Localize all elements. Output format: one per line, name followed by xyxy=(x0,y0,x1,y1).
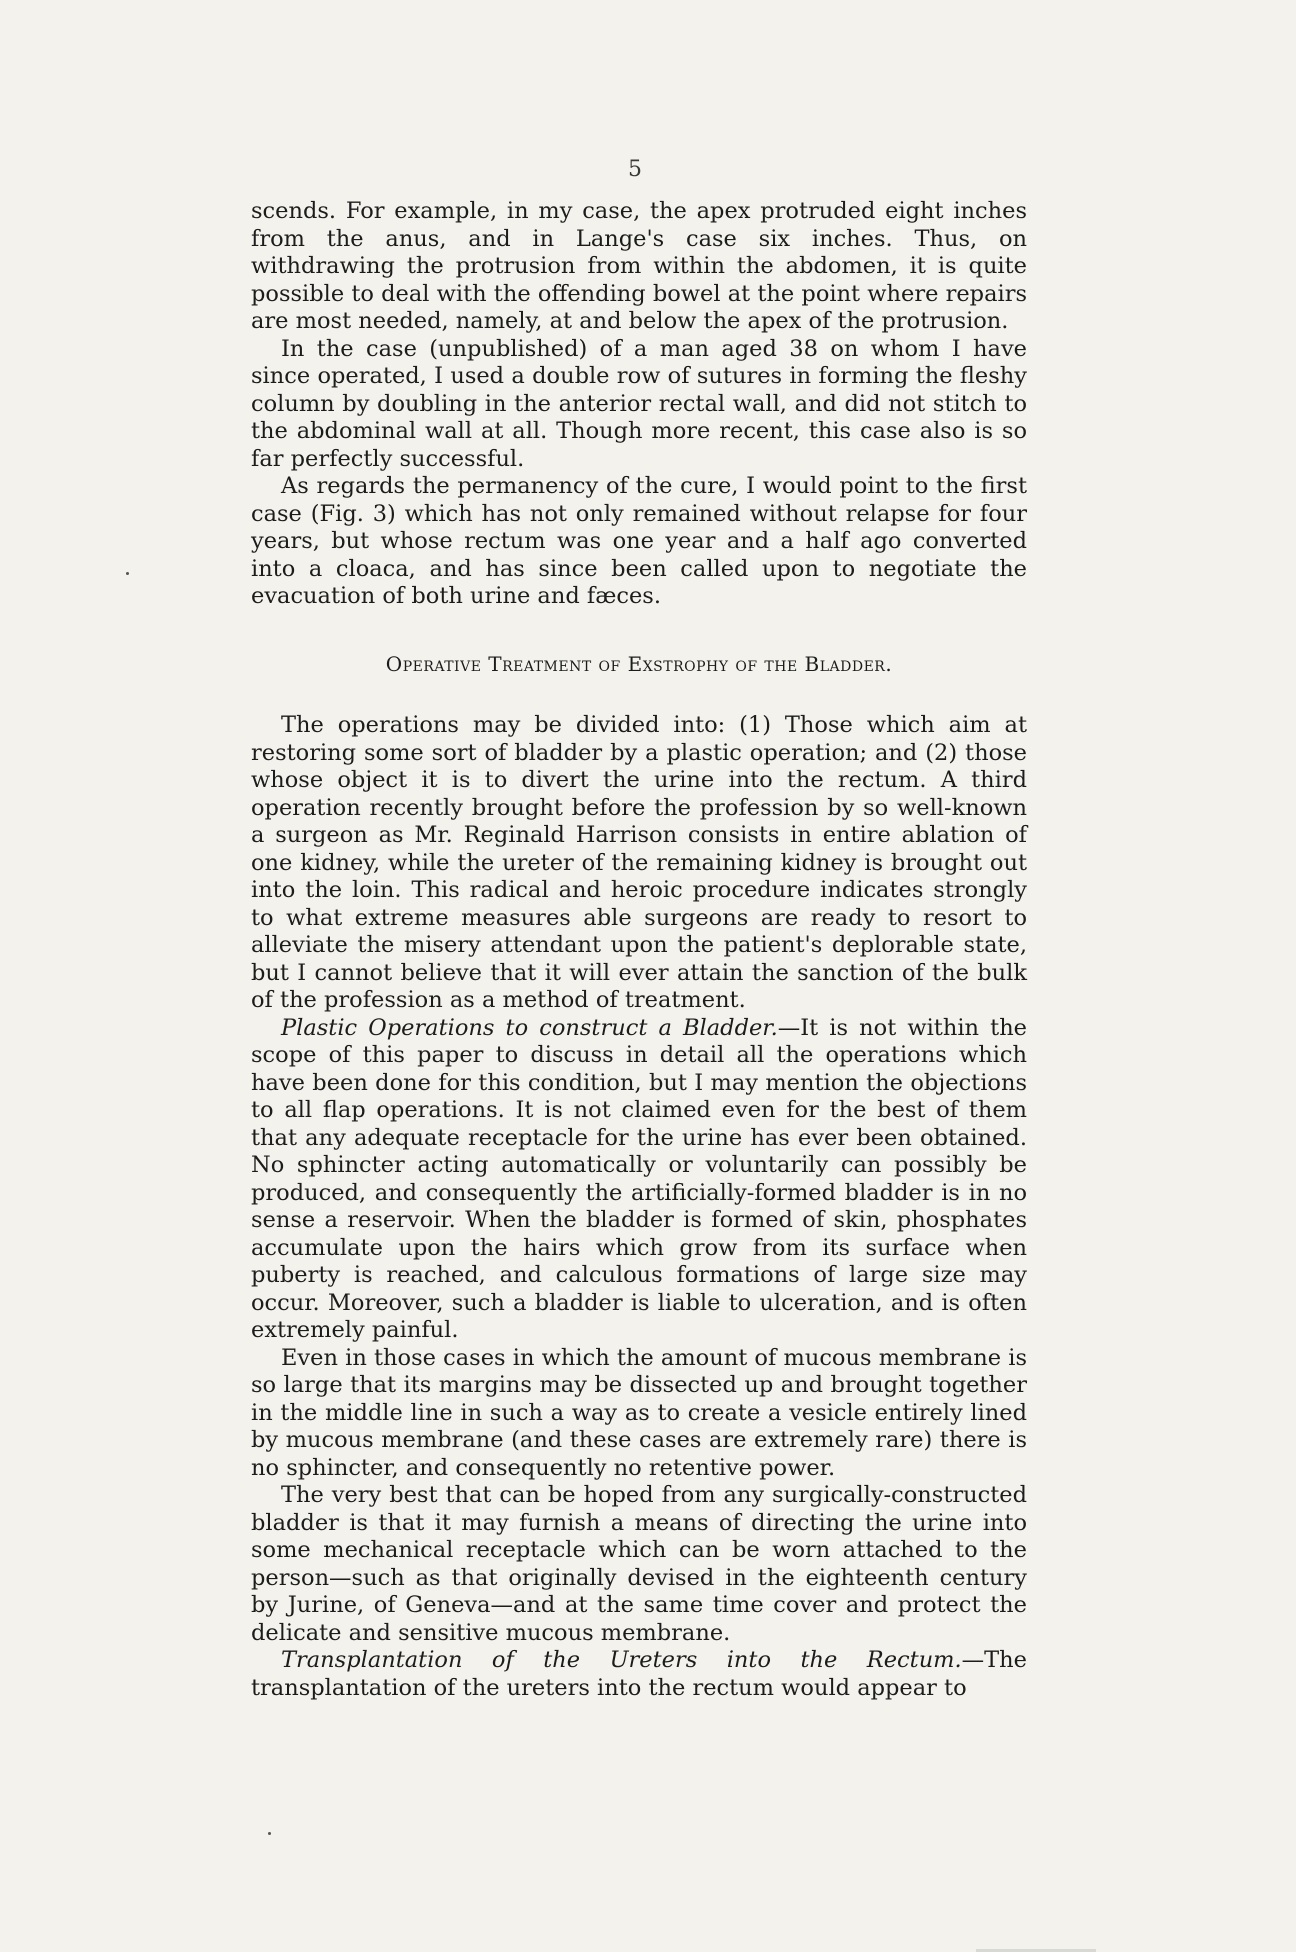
paragraph-plastic-operations xyxy=(251,1015,1027,1345)
body-text xyxy=(251,198,1027,1702)
paragraph-transplantation xyxy=(251,1647,1027,1702)
paragraph-permanency: As regards the permanency of the cure, I would point to the first case (Fig. 3) which has not only remained without relapse for four years, but whose rectum was one year and a half ago converted into a cloaca, and has since been called upon to negotiate the evacuation of both urine and fæces. xyxy=(251,473,1027,609)
paragraph-continuation: scends. For example, in my case, the apex protruded eight inches from the anus, and in Lange's case six inches. Thus, on withdrawing the protrusion from within the abdomen, it is quite possible to deal with the offending bowel at the point where repairs are most needed, namely, at and below the apex of the protrusion. xyxy=(251,198,1027,334)
page-corner-mark xyxy=(976,1909,1096,1952)
paragraph-operations-intro: The operations may be divided into: (1) Those which aim at restoring some sort of bladder by a plastic operation; and (2) those whose object it is to divert the urine into the rectum. A third operation recently brought before the profession by so well-known a surgeon as Mr. Reginald Harrison consists in entire ablation of one kidney, while the ureter of the remaining kidney is brought out into the loin. This radical and heroic procedure indicates strongly to what extreme measures able surgeons are ready to resort to alleviate the misery attendant upon the patient's deplorable state, but I cannot believe that it will ever attain the sanction of the bulk of the profession as a method of treatment. xyxy=(251,712,1027,1013)
paragraph-unpublished-case: In the case (unpublished) of a man aged 38 on whom I have since operated, I used a double row of sutures in forming the fleshy column by doubling in the anterior rectal wall, and did not stitch to the abdominal wall at all. Though more recent, this case also is so far perfectly successful. xyxy=(251,335,1027,472)
runin-transplantation: Transplantation of the Ureters into the Rectum. xyxy=(281,1647,962,1673)
plastic-operations-text: —It is not within the scope of this paper to discuss in detail all the operations which have been done for this condition, but I may mention the objections to all flap operations. It is not claimed even for the best of them that any adequate receptacle for the urine has ever been obtained. No sphincter acting automatically or voluntarily can possibly be produced, and consequently the artificially-formed bladder is in no sense a reservoir. When the bladder is formed of skin, phosphates accumulate upon the hairs which grow from its surface when puberty is reached, and calculous formations of large size may occur. Moreover, such a bladder is liable to ulceration, and is often extremely painful. xyxy=(251,1014,1027,1343)
paragraph-mucous-membrane: Even in those cases in which the amount of mucous membrane is so large that its margins may be dissected up and brought together in the middle line in such a way as to create a vesicle entirely lined by mucous membrane (and these cases are extremely rare) there is no sphincter, and consequently no retentive power. xyxy=(251,1344,1027,1481)
page-number: 5 xyxy=(628,157,642,182)
section-heading: Operative Treatment of Exstrophy of the Bladder. xyxy=(385,651,893,676)
paragraph-best-bladder: The very best that can be hoped from any surgically-constructed bladder is that it may furnish a means of directing the urine into some mechanical receptacle which can be worn attached to the person—such as that originally devised in the eighteenth century by Jurine, of Geneva—and at the same time cover and protect the delicate and sensitive mucous membrane. xyxy=(251,1482,1027,1646)
paper-speck xyxy=(126,572,129,575)
runin-plastic-operations: Plastic Operations to construct a Bladder. xyxy=(281,1014,778,1041)
paper-speck xyxy=(268,1832,271,1835)
transplantation-text: —The transplantation of the ureters into the rectum would appear to xyxy=(251,1647,1027,1701)
